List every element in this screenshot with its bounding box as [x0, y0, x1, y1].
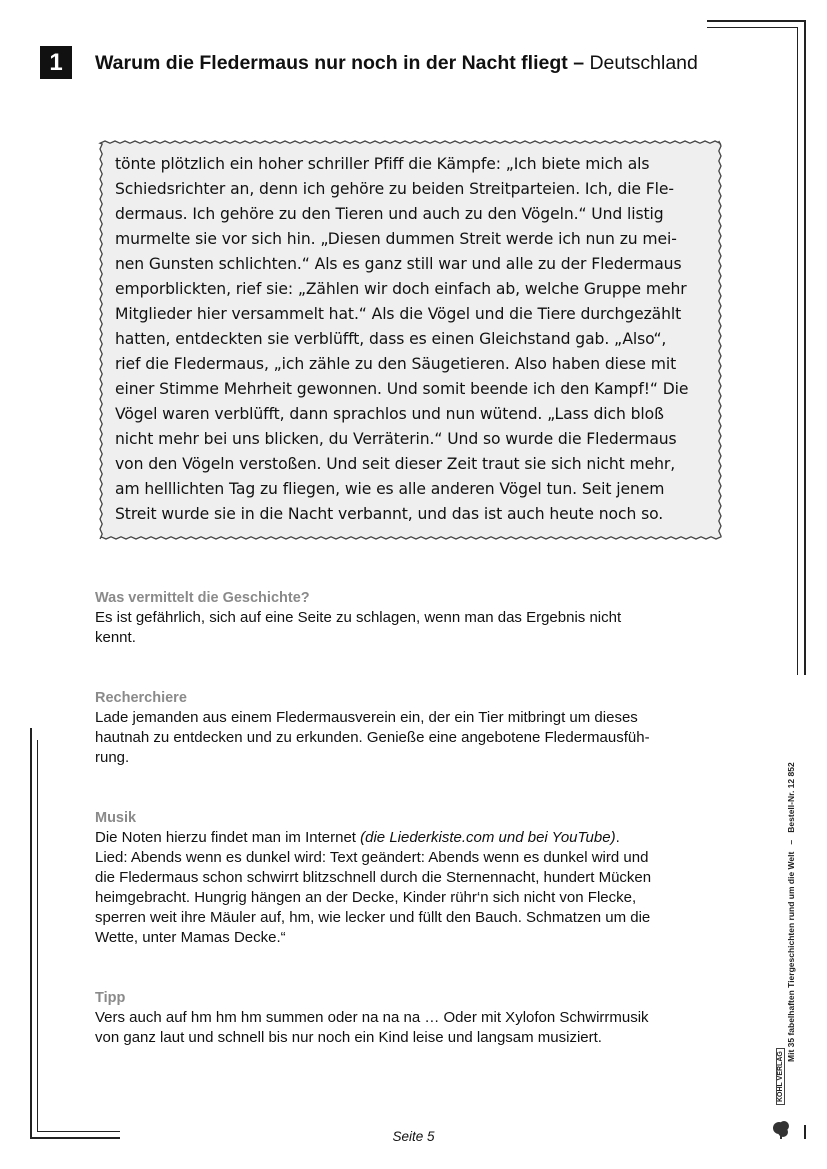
body-line: Lied: Abends wenn es dunkel wird: Text geändert: Abends wenn es dunkel wird und: [95, 849, 649, 866]
frame-bottom-left-v2: [37, 740, 38, 1131]
body-line: hautnah zu entdecken und zu erkunden. Genieße eine angebotene Fledermausfüh-: [95, 729, 650, 746]
publisher-logo: [776, 1048, 785, 1105]
sidebar-separator: –: [786, 839, 796, 845]
title-region: Deutschland: [589, 52, 698, 74]
story-line: einer Stimme Mehrheit gewonnen. Und somit beende ich den Kampf!“ Die: [115, 380, 689, 398]
story-text: [115, 152, 711, 527]
section-lesson: [95, 588, 725, 648]
body-line: Vers auch auf hm hm hm summen oder na na na … Oder mit Xylofon Schwirrmusik: [95, 1009, 649, 1026]
story-line: nen Gunsten schlichten.“ Als es ganz still war und alle zu der Fledermaus: [115, 255, 682, 273]
sidebar-book-info: [786, 762, 796, 1062]
frame-bottom-left-v1: [30, 728, 32, 1138]
sidebar-order-number: Bestell-Nr. 12 852: [786, 762, 796, 833]
music-notes-end: .: [615, 829, 620, 846]
story-line: am helllichten Tag zu fliegen, wie es alle anderen Vögel tun. Seit jenem: [115, 480, 665, 498]
story-line: rief die Fledermaus, „ich zähle zu den Säugetieren. Also haben diese mit: [115, 355, 677, 373]
body-line: Lade jemanden aus einem Fledermausverein ein, der ein Tier mitbringt um dieses: [95, 709, 638, 726]
publisher-name: KOHL VERLAG: [777, 1051, 784, 1102]
story-line: hatten, entdeckten sie verblüfft, dass es einen Gleichstand gab. „Also“,: [115, 330, 667, 348]
section-body-lesson: [95, 608, 725, 648]
story-line: Mitglieder hier versammelt hat.“ Als die Vögel und die Tiere durchgezählt: [115, 305, 682, 323]
chapter-number-badge: [40, 46, 72, 79]
music-sources: (die Liederkiste.com und bei YouTube): [360, 829, 616, 846]
section-research: [95, 688, 725, 768]
body-line: von ganz laut und schnell bis nur noch ein Kind leise und langsam musiziert.: [95, 1029, 602, 1046]
body-line: Es ist gefährlich, sich auf eine Seite zu schlagen, wenn man das Ergebnis nicht: [95, 609, 622, 626]
section-heading-music: Musik: [95, 810, 137, 826]
section-body-tip: [95, 1008, 725, 1048]
body-line: kennt.: [95, 629, 136, 646]
chapter-number: 1: [49, 48, 63, 76]
story-line: Vögel waren verblüfft, dann sprachlos und nun wütend. „Lass dich bloß: [115, 405, 664, 423]
frame-top-right-v1: [804, 20, 806, 675]
story-line: murmelte sie vor sich hin. „Diesen dummen Streit werde ich nun zu mei-: [115, 230, 677, 248]
body-line: die Fledermaus schon schwirrt blitzschnell durch die Sternennacht, hundert Mücken: [95, 869, 652, 886]
music-notes-text: Die Noten hierzu findet man im Internet: [95, 829, 361, 846]
section-heading-tip: Tipp: [95, 990, 126, 1006]
body-line: sperren weit ihre Mäuler auf, hm, wie lecker und füllt den Bauch. Schmatzen um die: [95, 909, 651, 926]
story-line: dermaus. Ich gehöre zu den Tieren und auch zu den Vögeln.“ Und listig: [115, 205, 664, 223]
story-line: von den Vögeln verstoßen. Und seit dieser Zeit traut sie sich nicht mehr,: [115, 455, 676, 473]
section-tip: [95, 988, 725, 1048]
section-music: [95, 808, 725, 948]
frame-top-right-h2: [707, 27, 798, 28]
body-line: heimgebracht. Hungrig hängen an der Decke, Kinder rühr‘n sich nicht von Flecke,: [95, 889, 637, 906]
frame-top-right-h1: [707, 20, 805, 22]
title-dash: –: [573, 52, 585, 74]
story-line: Schiedsrichter an, denn ich gehöre zu beiden Streitparteien. Ich, die Fle-: [115, 180, 674, 198]
story-box: [97, 138, 724, 542]
section-heading-research: Recherchiere: [95, 690, 187, 706]
body-line: [95, 828, 725, 848]
body-line: rung.: [95, 749, 130, 766]
story-line: tönte plötzlich ein hoher schriller Pfiff die Kämpfe: „Ich biete mich als: [115, 155, 650, 173]
page-title: [95, 52, 698, 75]
section-body-music: [95, 828, 725, 948]
page-number: Seite 5: [392, 1129, 435, 1144]
body-line: Wette, unter Mamas Decke.“: [95, 929, 286, 946]
frame-top-right-v2: [797, 27, 798, 675]
section-heading-lesson: Was vermittelt die Geschichte?: [95, 590, 310, 606]
sidebar-book-title: Mit 35 fabelhaften Tiergeschichten rund um die Welt: [786, 851, 796, 1062]
story-line: emporblickten, rief sie: „Zählen wir doch einfach ab, welche Gruppe mehr: [115, 280, 687, 298]
story-line: nicht mehr bei uns blicken, du Verräterin.“ Und so wurde die Fledermaus: [115, 430, 677, 448]
section-body-research: [95, 708, 725, 768]
title-main: Warum die Fledermaus nur noch in der Nacht fliegt: [95, 52, 568, 74]
story-line: Streit wurde sie in die Nacht verbannt, und das ist auch heute noch so.: [115, 505, 664, 523]
